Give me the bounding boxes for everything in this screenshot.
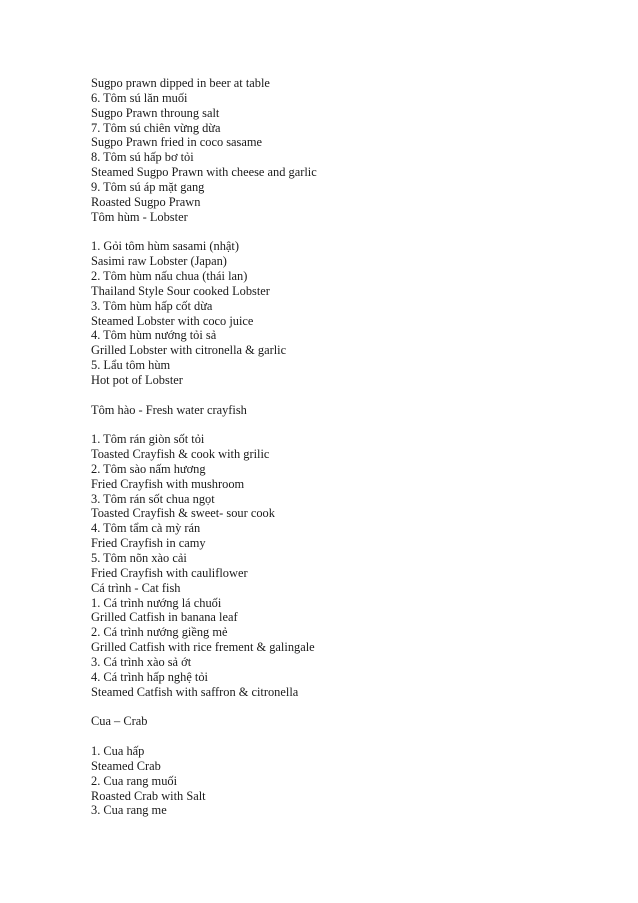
menu-line: 2. Tôm sào nấm hương	[91, 461, 206, 476]
blank-line	[91, 388, 611, 403]
menu-line: Steamed Crab	[91, 758, 161, 773]
menu-line: 5. Lẩu tôm hùm	[91, 358, 171, 373]
menu-line: 7. Tôm sú chiên vừng dừa	[91, 120, 221, 135]
menu-line: Sugpo Prawn fried in coco sasame	[91, 135, 263, 150]
menu-line: Tôm hùm - Lobster	[91, 209, 188, 224]
blank-line	[91, 729, 611, 744]
menu-line: Sugpo prawn dipped in beer at table	[91, 76, 270, 90]
menu-line: 1. Cua hấp	[91, 743, 145, 758]
blank-line	[91, 417, 611, 432]
menu-line: Fried Crayfish with mushroom	[91, 476, 245, 491]
blank-line	[91, 699, 611, 714]
menu-line: Sasimi raw Lobster (Japan)	[91, 254, 227, 269]
menu-line: 1. Cá trình nướng lá chuối	[91, 595, 222, 610]
menu-line: Cá trình - Cat fish	[91, 580, 181, 595]
menu-line: 3. Tôm rán sốt chua ngọt	[91, 491, 215, 506]
menu-line: Steamed Catfish with saffron & citronella	[91, 684, 299, 699]
blank-line	[91, 224, 611, 239]
menu-line: 4. Cá trình hấp nghệ tỏi	[91, 669, 209, 684]
menu-line: 8. Tôm sú hấp bơ tỏi	[91, 150, 194, 165]
menu-line: 2. Tôm hùm nấu chua (thái lan)	[91, 268, 248, 283]
menu-line: 2. Cua rang muối	[91, 773, 178, 788]
menu-line: Grilled Catfish in banana leaf	[91, 610, 238, 625]
menu-line: 3. Tôm hùm hấp cốt dừa	[91, 298, 213, 313]
menu-line: 6. Tôm sú lăn muối	[91, 90, 188, 105]
menu-line: 5. Tôm nõn xào cải	[91, 551, 187, 565]
menu-line: Steamed Sugpo Prawn with cheese and garlic	[91, 165, 317, 180]
menu-line: Thailand Style Sour cooked Lobster	[91, 283, 270, 298]
menu-line: Steamed Lobster with coco juice	[91, 313, 254, 328]
menu-line: 4. Tôm tẩm cà mỳ rán	[91, 521, 201, 536]
menu-text-block	[91, 76, 611, 818]
menu-line: Roasted Crab with Salt	[91, 788, 206, 803]
menu-line: Toasted Crayfish & cook with grilic	[91, 447, 270, 462]
menu-line: Cua – Crab	[91, 714, 148, 729]
menu-line: Hot pot of Lobster	[91, 372, 183, 387]
menu-line: Grilled Catfish with rice frement & galingale	[91, 640, 315, 655]
menu-line: 2. Cá trình nướng giềng mẻ	[91, 625, 228, 640]
menu-line: 1. Gỏi tôm hùm sasami (nhật)	[91, 239, 239, 254]
menu-line: Fried Crayfish with cauliflower	[91, 565, 248, 580]
menu-line: Tôm hào - Fresh water crayfish	[91, 402, 247, 417]
menu-line: 3. Cua rang me	[91, 803, 167, 818]
menu-line: Grilled Lobster with citronella & garlic	[91, 343, 287, 358]
menu-line: 4. Tôm hùm nướng tỏi sả	[91, 328, 217, 343]
menu-line: Fried Crayfish in camy	[91, 536, 206, 551]
menu-line: 3. Cá trình xào sả ớt	[91, 654, 192, 669]
menu-line: Toasted Crayfish & sweet- sour cook	[91, 506, 275, 521]
menu-line: Sugpo Prawn throung salt	[91, 105, 220, 120]
menu-line: 1. Tôm rán giòn sốt tỏi	[91, 432, 205, 447]
menu-line: 9. Tôm sú áp mặt gang	[91, 179, 205, 194]
menu-line: Roasted Sugpo Prawn	[91, 194, 201, 209]
